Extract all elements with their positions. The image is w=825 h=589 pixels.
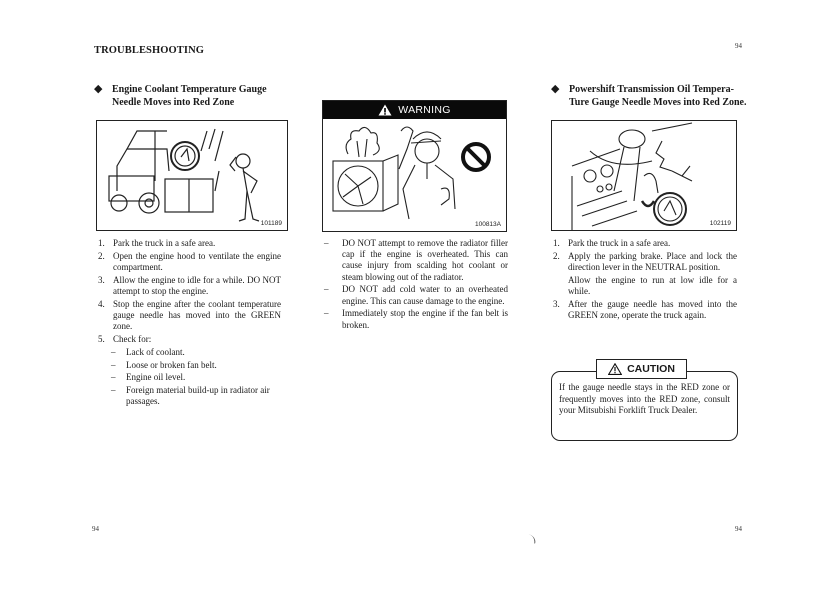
warning-figure [322, 100, 507, 232]
coolant-heading-line1: Engine Coolant Temperature Gauge [112, 84, 267, 95]
caution-label: CAUTION [627, 363, 675, 375]
warning-item: – Immediately stop the engine if the fan belt is broken. [324, 308, 508, 330]
warning-item: – DO NOT attempt to remove the radiator filler cap if the engine is overheated. This can cause injury from scalding hot coolant or steam blowing out of the radiator. [324, 238, 508, 282]
warning-item: – DO NOT add cold water to an overheated engine. This can cause damage to the engine. [324, 284, 508, 306]
step-item: 2. Open the engine hood to ventilate the engine compartment. [98, 250, 281, 272]
step-item: 1. Park the truck in a safe area. [98, 238, 216, 248]
transmission-figure [551, 120, 737, 231]
warning-triangle-icon [378, 104, 392, 116]
radiator-steam-illustration-icon [323, 119, 507, 232]
transmission-heading [551, 83, 751, 109]
step-item: 3. After the gauge needle has moved into the GREEN zone, operate the truck again. [553, 298, 737, 320]
caution-text: If the gauge needle stays in the RED zone or frequently moves into the RED zone, consult your Mitsubishi Forklift Truck Dealer. [559, 382, 730, 416]
step-item: 2. Apply the parking brake. Place and lock the direction lever in the NEUTRAL position. [553, 250, 737, 272]
forklift-overheating-illustration-icon [97, 121, 288, 231]
step-item-continuation: Allow the engine to run at low idle for a while. [568, 274, 737, 296]
coolant-steps-list [98, 238, 281, 409]
diamond-bullet-icon: ◆ [94, 83, 103, 95]
transmission-heading-line1: Powershift Transmission Oil Tempera- [569, 84, 734, 95]
check-item: – Foreign material build-up in radiator air passages. [111, 385, 270, 407]
figure-id: 101189 [260, 220, 282, 227]
page-number-top: 94 [735, 42, 742, 50]
step-item: 4. Stop the engine after the coolant temperature gauge needle has moved into the GREEN zone. [98, 298, 281, 332]
step-item: 3. Allow the engine to idle for a while. DO NOT attempt to stop the engine. [98, 274, 281, 296]
warning-label: WARNING [398, 104, 451, 116]
check-item: – Loose or broken fan belt. [111, 359, 217, 370]
page-number-bottom-right: 94 [735, 525, 742, 533]
figure-id: 102119 [709, 220, 731, 227]
transmission-steps-list [553, 238, 737, 323]
no-symbol-icon [463, 144, 489, 170]
caution-label-box [596, 359, 687, 379]
figure-id: 100813A [474, 221, 501, 228]
coolant-figure [96, 120, 288, 231]
warning-list [324, 238, 508, 332]
transmission-heading-line2: Ture Gauge Needle Moves into Red Zone. [569, 97, 747, 108]
step-item: 1. Park the truck in a safe area. [553, 238, 671, 248]
coolant-heading [94, 83, 294, 109]
section-title: TROUBLESHOOTING [94, 45, 205, 56]
step-item: 5. Check for: [98, 334, 152, 344]
page-number-bottom-left: 94 [92, 525, 99, 533]
coolant-heading-line2: Needle Moves into Red Zone [112, 97, 235, 108]
caution-triangle-icon [608, 363, 622, 375]
dashboard-gauge-illustration-icon [552, 121, 737, 231]
diamond-bullet-icon: ◆ [551, 83, 560, 95]
check-item: – Lack of coolant. [111, 346, 185, 357]
warning-banner [323, 101, 506, 119]
check-item: – Engine oil level. [111, 372, 186, 383]
scan-artifact [527, 534, 536, 543]
